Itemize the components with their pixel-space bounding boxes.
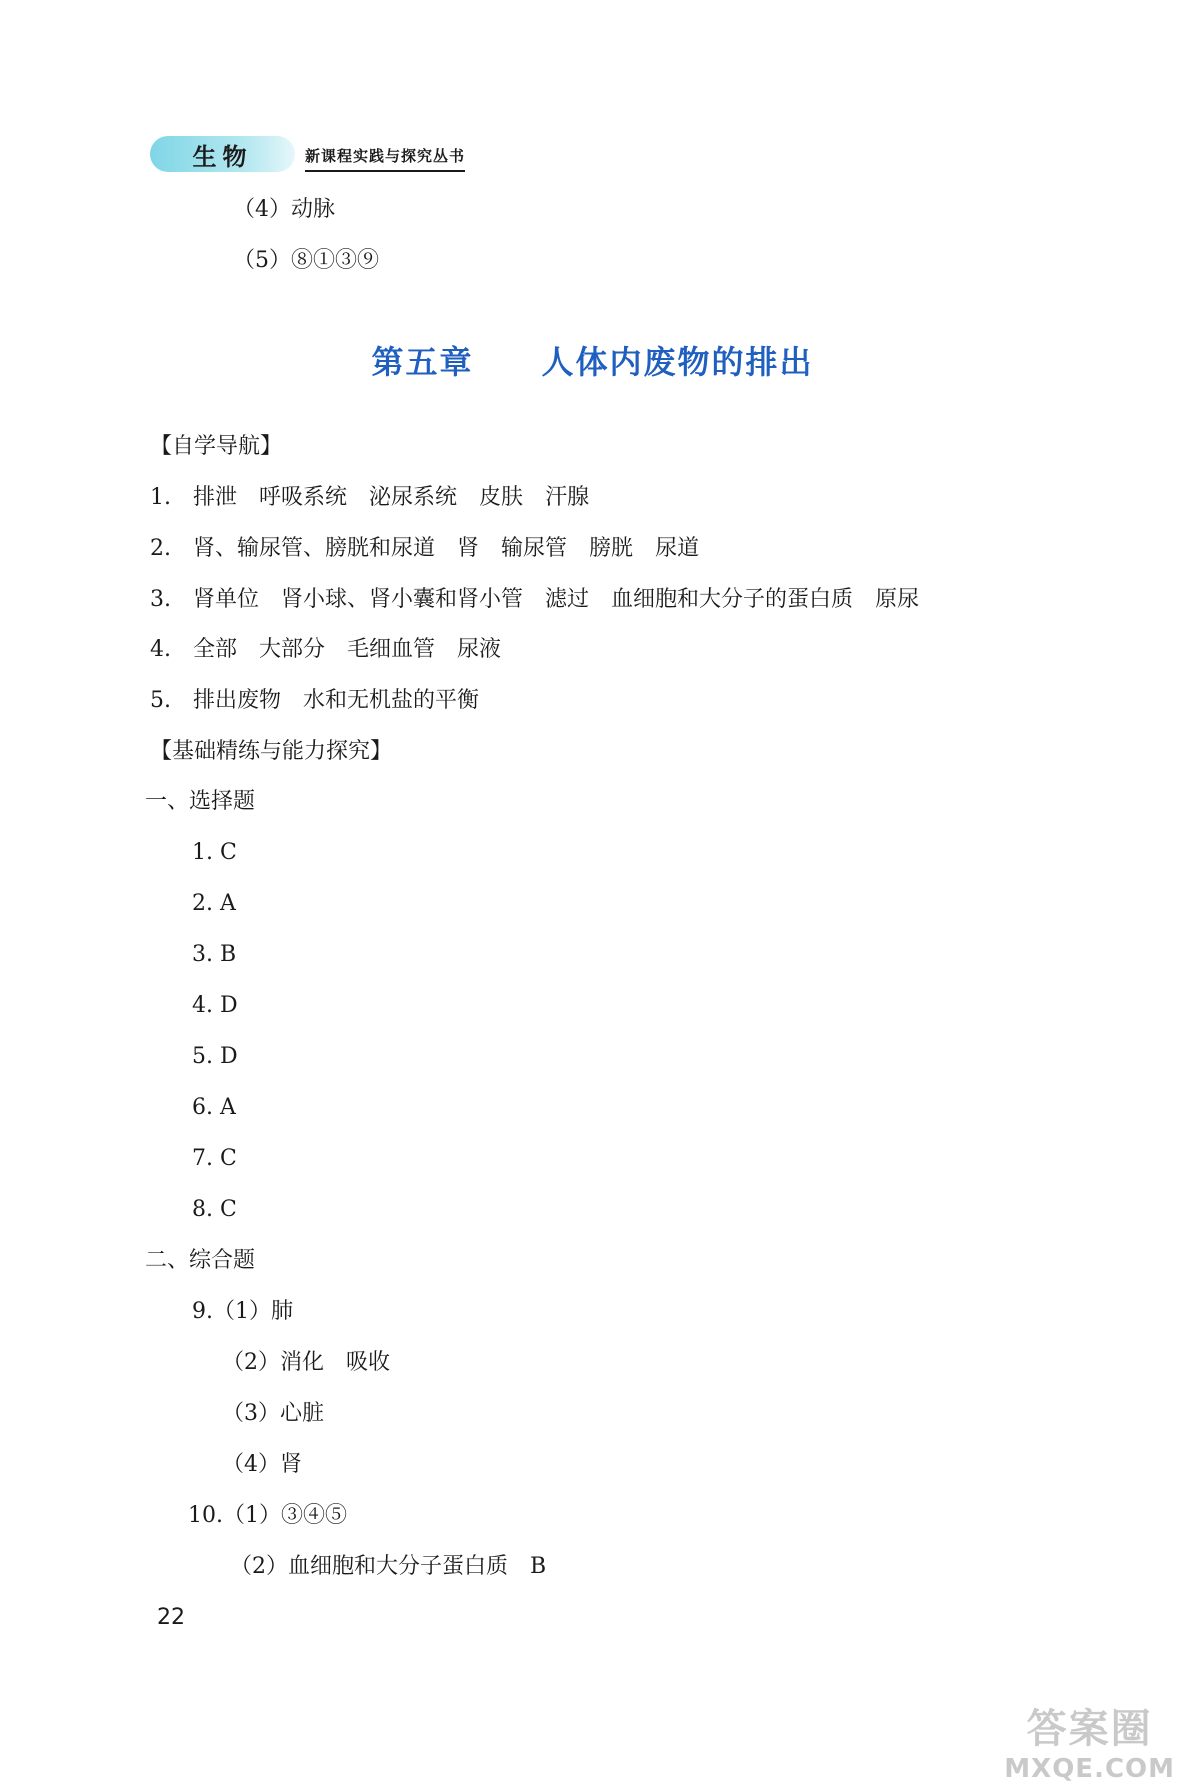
comprehensive-heading: 二、综合题: [145, 1248, 256, 1273]
prev-answer-4: （4）动脉: [233, 197, 336, 222]
q9-part-3: （3）心脏: [222, 1401, 325, 1426]
choice-answer-6: 6. A: [192, 1095, 236, 1120]
self-study-heading: 【自学导航】: [150, 434, 283, 459]
practice-heading: 【基础精练与能力探究】: [150, 739, 393, 764]
watermark-logo: 答案圈: [1026, 1706, 1153, 1752]
chapter-title: [0, 337, 1185, 383]
choice-heading: 一、选择题: [145, 789, 256, 814]
self-study-item-2: 2. 肾、输尿管、膀胱和尿道 肾 输尿管 膀胱 尿道: [150, 536, 700, 561]
watermark: [1004, 1697, 1175, 1784]
choice-answer-3: 3. B: [192, 942, 237, 967]
choice-answer-1: 1. C: [192, 840, 237, 865]
series-title: 新课程实践与探究丛书: [305, 145, 465, 172]
chapter-name: 人体内废物的排出: [541, 343, 814, 381]
choice-answer-4: 4. D: [192, 993, 238, 1018]
choice-answer-2: 2. A: [192, 891, 236, 916]
choice-answer-7: 7. C: [192, 1146, 237, 1171]
choice-answer-5: 5. D: [192, 1044, 238, 1069]
subject-badge: 生物: [150, 136, 295, 172]
q10-part-1: 10.（1）③④⑤: [188, 1503, 348, 1528]
choice-answer-8: 8. C: [192, 1197, 237, 1222]
q9-part-4: （4）肾: [222, 1452, 303, 1477]
page-header: [150, 132, 465, 172]
q10-part-2: （2）血细胞和大分子蛋白质 B: [230, 1554, 547, 1579]
q9-part-1: 9.（1）肺: [192, 1299, 294, 1324]
self-study-item-3: 3. 肾单位 肾小球、肾小囊和肾小管 滤过 血细胞和大分子的蛋白质 原尿: [150, 587, 920, 612]
self-study-item-4: 4. 全部 大部分 毛细血管 尿液: [150, 637, 502, 662]
prev-answer-5: （5）⑧①③⑨: [233, 248, 380, 273]
watermark-url: MXQE.COM: [1004, 1754, 1175, 1784]
q9-part-2: （2）消化 吸收: [222, 1350, 391, 1375]
self-study-item-1: 1. 排泄 呼吸系统 泌尿系统 皮肤 汗腺: [150, 485, 590, 510]
chapter-number: 第五章: [371, 343, 474, 381]
self-study-item-5: 5. 排出废物 水和无机盐的平衡: [150, 688, 480, 713]
page-number: 22: [157, 1605, 185, 1630]
